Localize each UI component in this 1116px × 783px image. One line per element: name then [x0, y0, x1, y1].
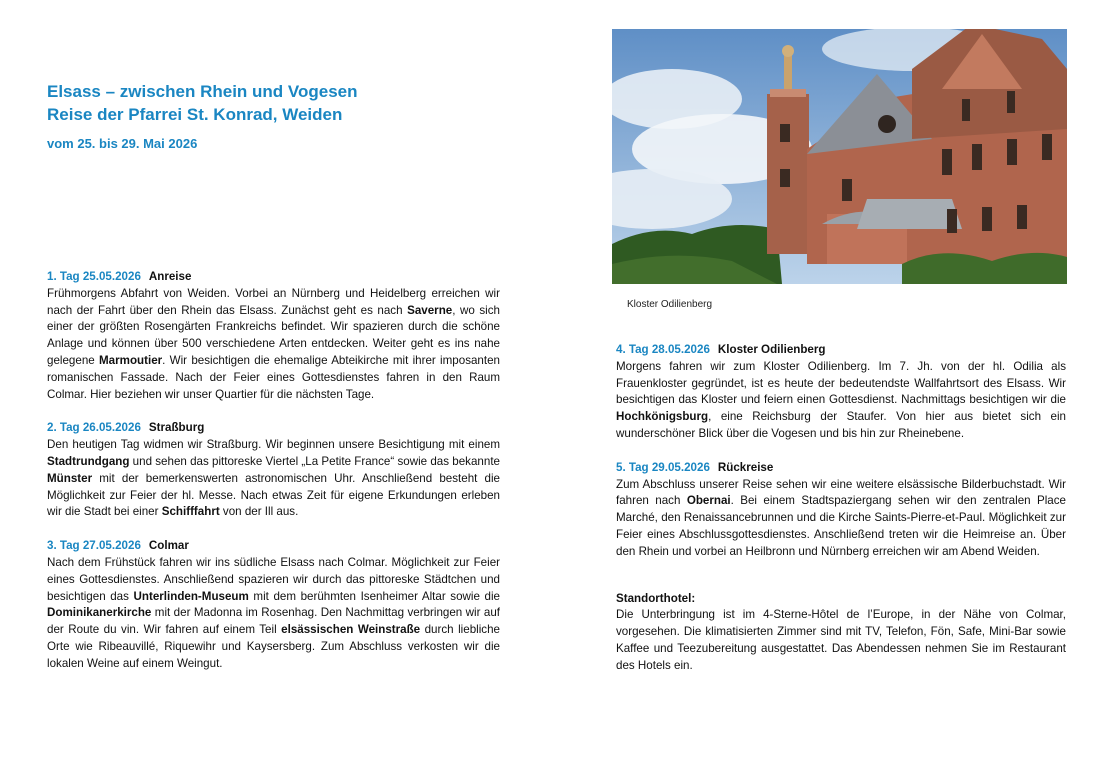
hotel-section [616, 591, 1066, 675]
text-segment: und sehen das pittoreske Viertel „La Petite France“ sowie das bekannte [129, 454, 500, 468]
day-date-label: 2. Tag 26.05.2026 [47, 421, 141, 435]
page-title [47, 80, 358, 126]
day-heading [47, 538, 500, 555]
highlight-term: Schifffahrt [161, 505, 220, 519]
text-segment: Den heutigen Tag widmen wir Straßburg. Wir beginnen unsere Besichtigung mit einem [47, 438, 500, 452]
highlight-term: Stadtrundgang [47, 454, 130, 468]
day-description [616, 477, 1066, 561]
monastery-photo [612, 29, 1067, 284]
day-heading [47, 269, 500, 286]
text-segment: , eine Reichsburg der Staufer. Von hier aus bietet sich ein wunderschöner Blick über die Vogesen und bis hin zur Rheinebene. [616, 410, 1066, 440]
highlight-term: Obernai [686, 494, 731, 508]
left-column [47, 269, 500, 690]
highlight-term: Hochkönigsburg [616, 410, 709, 424]
text-segment: mit der Madonna im Rosenhag. Den Nachmittag verbringen wir auf der Route du vin. Wir fahren auf einem Teil [47, 606, 500, 637]
day-date-label: 4. Tag 28.05.2026 [616, 343, 710, 356]
day-3 [47, 538, 500, 672]
text-segment: durch liebliche Orte wie Ribeauvillé, Riquewihr und Kaysersberg. Zum Abschluss verkosten wir die lokalen Weine auf einem Weingut. [47, 623, 500, 670]
right-column [616, 342, 1066, 675]
text-segment: mit dem berühmten Isenheimer Altar sowie die [248, 589, 500, 603]
hotel-description: Die Unterbringung ist im 4-Sterne-Hôtel de l’Europe, in der Nähe von Colmar, vorgesehen. Die klimatisierten Zimmer sind mit TV, Telefon, Fön, Safe, Mini-Bar sowie Kaffee und Teezubereitung ausgestattet. Das Abendessen nehmen Sie im Restaurant des Hotels ein. [616, 608, 1066, 672]
day-heading [47, 420, 500, 437]
day-title: Straßburg [148, 421, 205, 435]
hotel-heading: Standorthotel: [616, 591, 696, 605]
day-title: Anreise [148, 270, 192, 283]
text-segment: . Wir besichtigen die ehemalige Abteikirche mit ihrer imposanten romanischen Fassade. Nach der Feier eines Gottesdienstes fahren in den Raum Colmar. Hier beziehen wir unser Quartier für die nächsten Tage. [47, 353, 501, 401]
day-5 [616, 460, 1066, 561]
title-line-1: Elsass – zwischen Rhein und Vogesen [47, 82, 358, 101]
day-description [47, 437, 500, 521]
highlight-term: Unterlinden-Museum [133, 589, 249, 603]
title-line-2: Reise der Pfarrei St. Konrad, Weiden [47, 105, 343, 124]
text-segment: Morgens fahren wir zum Kloster Odilienberg. Im 7. Jh. von der hl. Odilia als Frauenkloster gegründet, ist es heute der bedeutendste Wallfahrtsort des Elsass. Wir besichtigen das Kloster und feiern einen Gottesdienst. Nachmittags besichtigen wir die [616, 359, 1066, 407]
day-title: Colmar [148, 539, 189, 553]
text-segment: Nach dem Frühstück fahren wir ins südliche Elsass nach Colmar. Möglichkeit zur Feier eines Gottesdienstes. Anschließend spazieren wir durch das pittoreske Städtchen und besichtigen das [47, 555, 500, 603]
day-heading [616, 460, 1066, 477]
photo-caption: Kloster Odilienberg [627, 299, 713, 310]
day-4 [616, 342, 1066, 443]
text-segment: mit der bemerkenswerten astronomischen Uhr. Anschließend besteht die Möglichkeit zur Feier der hl. Messe. Nach etwas Zeit für eigene Erkundungen erleben wir die Stadt bei einer [47, 471, 500, 519]
day-description [47, 286, 500, 404]
text-segment: Frühmorgens Abfahrt von Weiden. Vorbei an Nürnberg und Heidelberg erreichen wir nach der Fahrt über den Rhein das Elsass. Zunächst geht es nach [47, 286, 500, 317]
day-2 [47, 420, 500, 521]
day-date-label: 5. Tag 29.05.2026 [616, 460, 710, 474]
day-description [47, 555, 500, 673]
day-description [616, 359, 1066, 443]
text-segment: . Bei einem Stadtspaziergang sehen wir den zentralen Place Marché, den Renaissancebrunnen und die Kirche Saints-Pierre-et-Paul. Möglichkeit zur Feier eines Abschlussgottesdienstes. Anschließend treten wir die Heimreise an. Über den Rhein und vorbei an Heilbronn und Nürnberg erreichen wir am Abend Weiden. [616, 494, 1066, 558]
text-segment: von der Ill aus. [219, 505, 299, 519]
trip-dates: vom 25. bis 29. Mai 2026 [47, 136, 198, 151]
highlight-term: Dominikanerkirche [47, 606, 152, 620]
highlight-term: Marmoutier [99, 353, 163, 367]
day-heading [616, 342, 1066, 359]
highlight-term: Saverne [407, 303, 453, 317]
highlight-term: Münster [47, 471, 93, 485]
day-title: Rückreise [717, 460, 774, 474]
day-date-label: 3. Tag 27.05.2026 [47, 539, 141, 553]
highlight-term: elsässischen Weinstraße [281, 623, 421, 637]
day-title: Kloster Odilienberg [717, 343, 826, 356]
day-1 [47, 269, 500, 403]
text-segment: Zum Abschluss unserer Reise sehen wir eine weitere elsässische Bilderbuchstadt. Wir fahren nach [616, 477, 1066, 508]
text-segment: , wo sich einer der größten Rosengärten Frankreichs befindet. Wir spazieren durch die schöne Anlage und können über 500 verschiedene Arten entdecken. Weiter geht es ins nahe gelegene [47, 303, 500, 367]
day-date-label: 1. Tag 25.05.2026 [47, 270, 141, 283]
